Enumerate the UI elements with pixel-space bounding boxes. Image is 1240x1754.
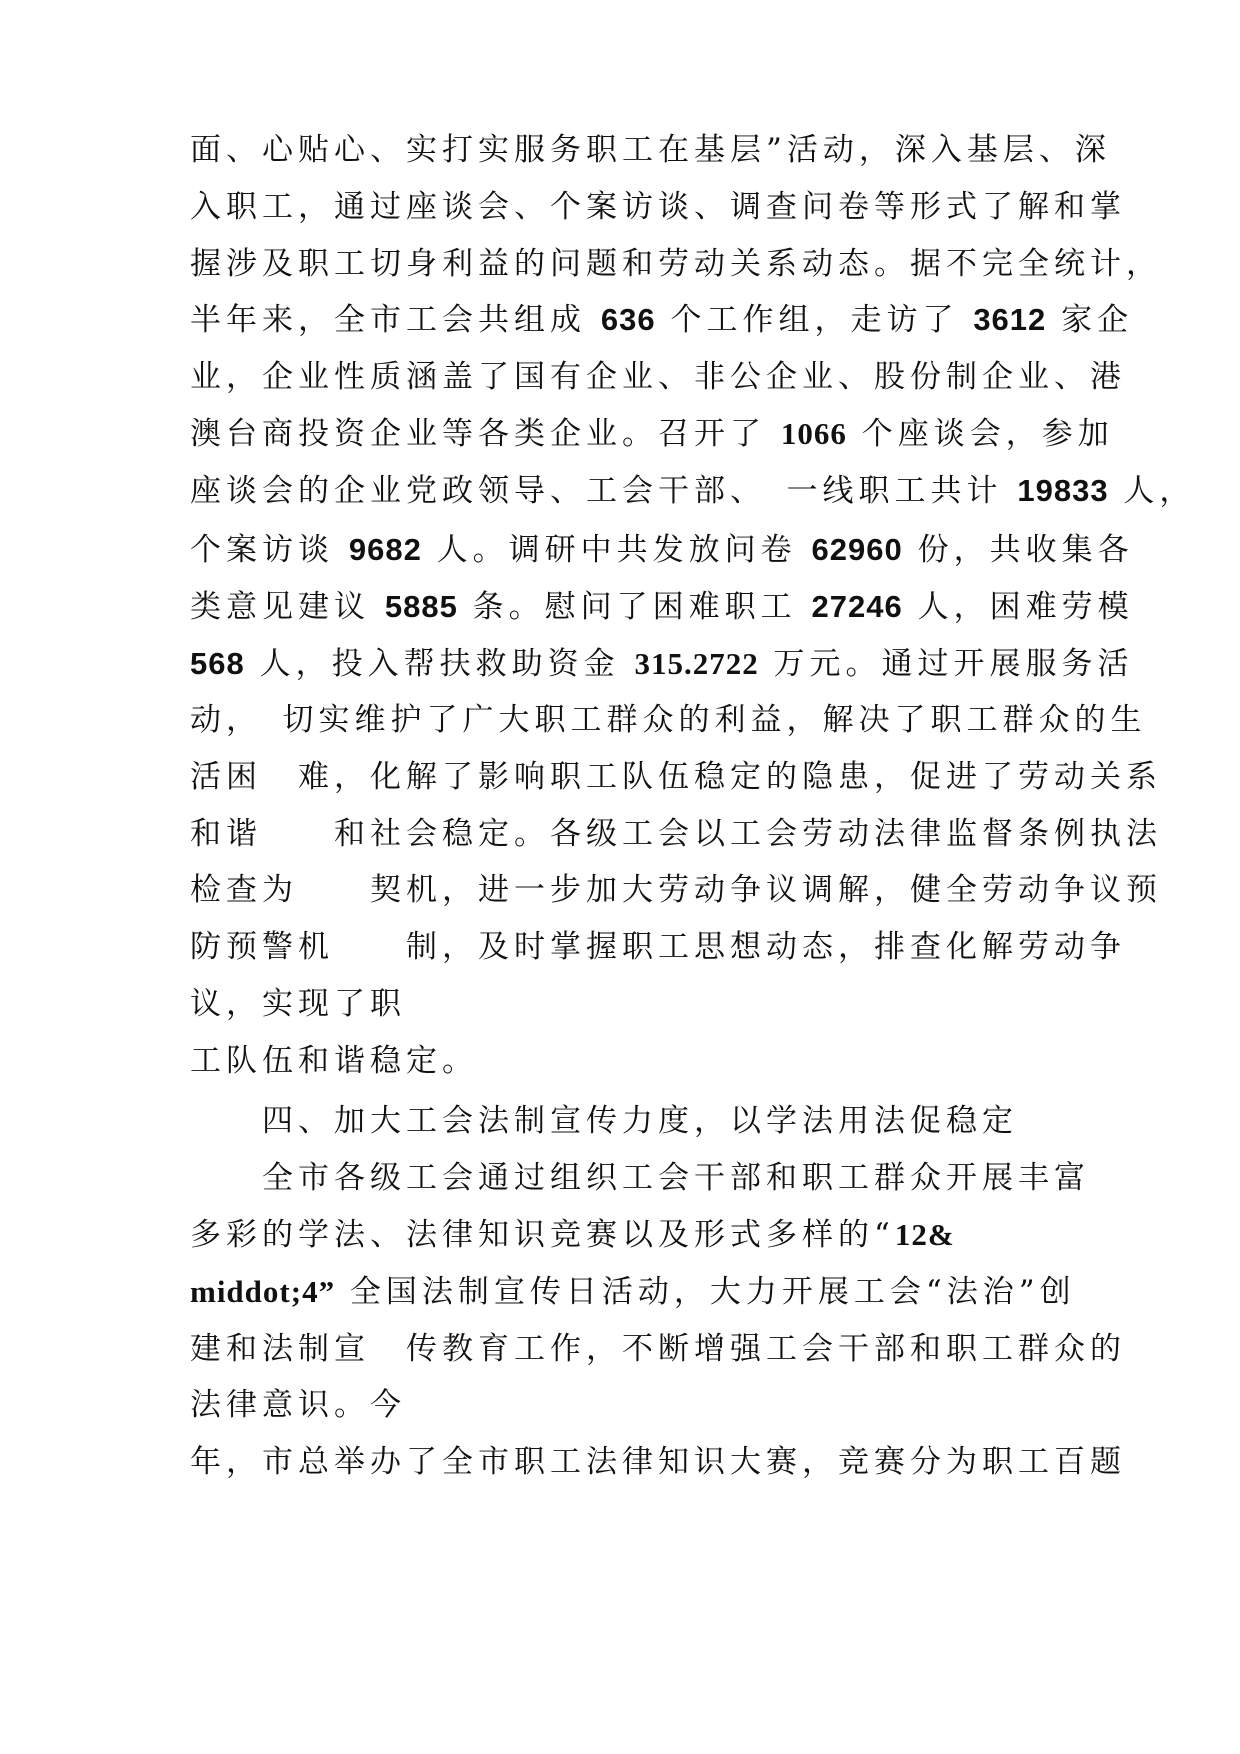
text-segment: 动， 切实维护了广大职工群众的利益，解决了职工群众的生 xyxy=(190,702,1147,738)
number-text: 636 xyxy=(600,302,656,337)
text-line xyxy=(190,130,1111,170)
number-text: middot;4” xyxy=(190,1274,336,1309)
number-text: 5885 xyxy=(384,589,458,624)
number-text: 1066 xyxy=(780,416,847,451)
text-line xyxy=(190,700,1147,740)
text-line xyxy=(190,244,1162,284)
text-segment: 条。慰问了困难职工 xyxy=(457,589,812,625)
text-line xyxy=(262,1101,1018,1141)
text-segment: 四、加大工会法制宣传力度，以学法用法促稳定 xyxy=(262,1103,1018,1139)
number-text: 62960 xyxy=(811,532,903,567)
text-line xyxy=(190,1215,955,1255)
number-text: 568 xyxy=(190,646,245,681)
text-segment: 活困 难，化解了影响职工队伍稳定的隐患，促进了劳动关系 xyxy=(190,759,1162,795)
text-segment: 全市各级工会通过组织工会干部和职工群众开展丰富 xyxy=(262,1160,1090,1196)
text-line xyxy=(190,927,1126,967)
number-text: 9682 xyxy=(348,532,422,567)
text-line xyxy=(190,1041,478,1081)
text-line xyxy=(190,814,1162,854)
text-segment: 工队伍和谐稳定。 xyxy=(190,1043,478,1079)
text-segment: 个工作组，走访了 xyxy=(655,302,974,338)
text-segment: 议，实现了职 xyxy=(190,986,406,1022)
text-line xyxy=(262,1158,1090,1198)
text-segment: 家企 xyxy=(1046,302,1134,338)
text-segment: 业，企业性质涵盖了国有企业、非公企业、股份制企业、港 xyxy=(190,359,1126,395)
text-line xyxy=(190,757,1162,797)
text-line xyxy=(190,984,406,1024)
text-line xyxy=(190,870,1162,910)
text-segment: 人，投入帮扶救助资金 xyxy=(244,646,635,682)
number-text: 27246 xyxy=(811,589,903,624)
number-text: 12& xyxy=(894,1217,955,1252)
text-line xyxy=(190,471,1195,511)
text-line xyxy=(190,644,1134,684)
text-line xyxy=(190,1329,1126,1369)
text-segment: 类意见建议 xyxy=(190,589,385,625)
text-segment: 防预警机 制，及时掌握职工思想动态，排查化解劳动争 xyxy=(190,929,1126,965)
text-segment: 个座谈会，参加 xyxy=(846,416,1114,452)
text-line xyxy=(190,187,1126,227)
text-segment: 握涉及职工切身利益的问题和劳动关系动态。据不完全统计， xyxy=(190,246,1162,282)
text-segment: 建和法制宣 传教育工作，不断增强工会干部和职工群众的 xyxy=(190,1331,1126,1367)
text-line xyxy=(190,1385,406,1425)
text-segment: 人，困难劳模 xyxy=(902,589,1134,625)
text-segment: 和谐 和社会稳定。各级工会以工会劳动法律监督条例执法 xyxy=(190,816,1162,852)
text-line xyxy=(190,1442,1126,1482)
number-text: 315.2722 xyxy=(634,646,759,681)
text-segment: 座谈会的企业党政领导、工会干部、 一线职工共计 xyxy=(190,473,1018,509)
text-segment: 检查为 契机，进一步加大劳动争议调解，健全劳动争议预 xyxy=(190,872,1162,908)
text-line xyxy=(190,300,1133,340)
text-segment: 人， xyxy=(1108,473,1196,509)
text-line xyxy=(190,1272,1076,1312)
text-segment: 多彩的学法、法律知识竞赛以及形式多样的“ xyxy=(190,1217,895,1253)
text-line xyxy=(190,357,1126,397)
text-segment: 入职工，通过座谈会、个案访谈、调查问卷等形式了解和掌 xyxy=(190,189,1126,225)
text-segment: 法律意识。今 xyxy=(190,1387,406,1423)
text-line xyxy=(190,587,1134,627)
number-text: 3612 xyxy=(973,302,1047,337)
number-text: 19833 xyxy=(1017,473,1109,508)
text-segment: 面、心贴心、实打实服务职工在基层”活动，深入基层、深 xyxy=(190,132,1111,168)
text-segment: 澳台商投资企业等各类企业。召开了 xyxy=(190,416,781,452)
text-line xyxy=(190,414,1114,454)
text-line xyxy=(190,530,1134,570)
text-segment: 万元。通过开展服务活 xyxy=(758,646,1134,682)
text-segment: 年，市总举办了全市职工法律知识大赛，竞赛分为职工百题 xyxy=(190,1444,1126,1480)
text-segment: 半年来，全市工会共组成 xyxy=(190,302,601,338)
text-segment: 全国法制宣传日活动，大力开展工会“法治”创 xyxy=(335,1274,1076,1310)
text-segment: 人。调研中共发放问卷 xyxy=(421,532,812,568)
text-segment: 个案访谈 xyxy=(190,532,349,568)
text-segment: 份，共收集各 xyxy=(902,532,1134,568)
